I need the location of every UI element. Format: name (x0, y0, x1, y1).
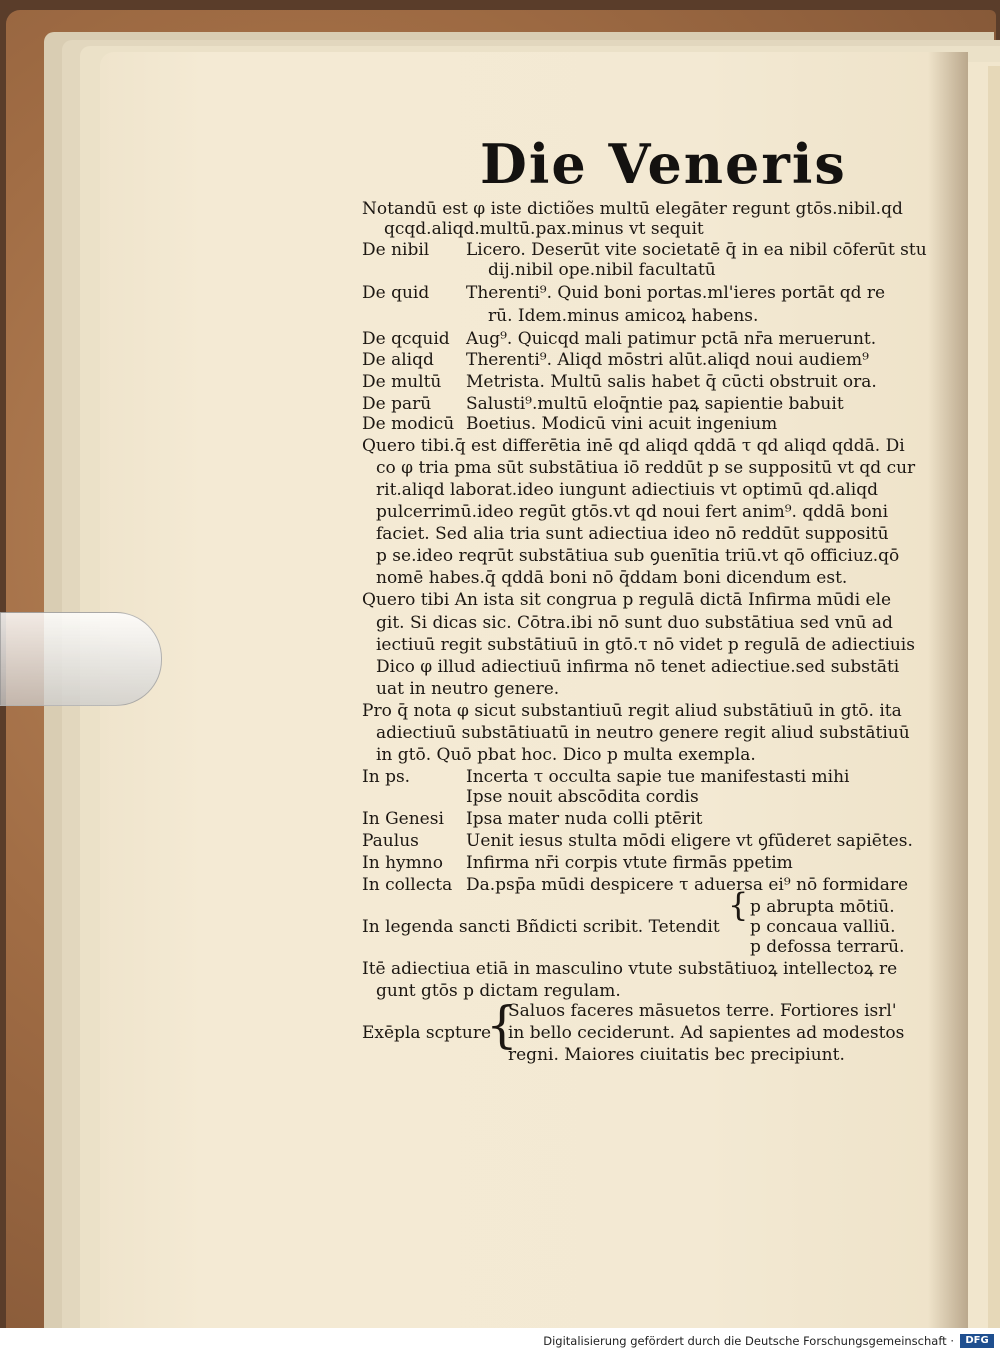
text-line: pulcerrimū.ideo regūt gtōs.vt qd noui fert anim⁹. qddā boni (376, 502, 889, 522)
text-line: dij.nibil ope.nibil facultatū (488, 260, 716, 280)
page-title: Die Veneris (480, 132, 847, 196)
text-line: Metrista. Multū salis habet q̄ cūcti obstruit ora. (466, 372, 877, 392)
facing-page-edge (988, 66, 1000, 1328)
text-line: iectiuū regit substātiuū in gtō.τ nō videt p regulā de adiectiuis (376, 635, 915, 655)
example-label: De parū (362, 394, 432, 414)
example-label: De qcquid (362, 329, 450, 349)
text-line: Infirma nr̄i corpis vtute firmās ppetim (466, 853, 793, 873)
text-line: Therenti⁹. Quid boni portas.ml'ieres portāt qd re (466, 283, 886, 303)
quote-label: In Genesi (362, 809, 444, 829)
text-line: Pro q̄ nota φ sicut substantiuū regit aliud substātiuū in gtō. ita (362, 701, 902, 721)
text-line: p abrupta mōtiū. (750, 897, 895, 917)
text-line: regni. Maiores ciuitatis bec precipiunt. (508, 1045, 845, 1065)
transparent-bookmark-tab (0, 612, 162, 706)
text-line: Salusti⁹.multū eloq̄ntie paꝝ sapientie babuit (466, 394, 844, 414)
text-line: p se.ideo reqrūt substātiua sub ꝯuenītia triū.vt qō officiuz.qō (376, 546, 900, 566)
text-line: rū. Idem.minus amicoꝝ habens. (488, 306, 759, 326)
text-line: Boetius. Modicū vini acuit ingenium (466, 414, 778, 434)
text-line: git. Si dicas sic. Cōtra.ibi nō sunt duo substātiua sed vnū ad (376, 613, 893, 633)
example-label: De aliqd (362, 350, 434, 370)
text-line: Saluos faceres māsuetos terre. Fortiores isrl' (508, 1001, 897, 1021)
example-label: De nibil (362, 240, 430, 260)
page-gutter-shadow (928, 52, 968, 1328)
example-label: De quid (362, 283, 430, 303)
text-line: rit.aliqd laborat.ideo iungunt adiectiuis vt optimū qd.aliqd (376, 480, 878, 500)
left-brace: { (728, 886, 749, 924)
text-line: adiectiuū substātiuatū in neutro genere regit aliud substātiuū (376, 723, 910, 743)
footer-bar (0, 1330, 1000, 1352)
text-line: Quero tibi An ista sit congrua p regulā dictā Infirma mūdi ele (362, 590, 892, 610)
dfg-logo: DFG (960, 1334, 994, 1348)
text-line: nomē habes.q̄ qddā boni nō q̄ddam boni dicendum est. (376, 568, 848, 588)
text-line: in bello ceciderunt. Ad sapientes ad modestos (508, 1023, 905, 1043)
text-line: p concaua valliū. (750, 917, 896, 937)
text-line: Therenti⁹. Aliqd mōstri alūt.aliqd noui audiem⁹ (466, 350, 869, 370)
text-line: Itē adiectiua etiā in masculino vtute substātiuoꝝ intellectoꝝ re (362, 959, 898, 979)
text-line: in gtō. Quō pbat hoc. Dico p multa exempla. (376, 745, 756, 765)
text-line: faciet. Sed alia tria sunt adiectiua ideo nō reddūt suppositū (376, 524, 889, 544)
scripture-label: Exēpla scpture (362, 1023, 492, 1043)
text-line: Da.psp̄a mūdi despicere τ aduersa ei⁹ nō formidare (466, 875, 909, 895)
text-line: Dico φ illud adiectiuū infirma nō tenet adiectiue.sed substāti (376, 657, 900, 677)
text-line: Uenit iesus stulta mōdi eligere vt ꝯfūderet sapiētes. (466, 831, 913, 851)
text-line: qcqd.aliqd.multū.pax.minus vt sequit (384, 219, 704, 239)
text-line: Aug⁹. Quicqd mali patimur pctā nr̄a meruerunt. (466, 329, 877, 349)
text-line: gunt gtōs p dictam regulam. (376, 981, 621, 1001)
text-line: Ipse nouit abscōdita cordis (466, 787, 699, 807)
quote-label: In hymno (362, 853, 443, 873)
text-line: Incerta τ occulta sapie tue manifestasti mihi (466, 767, 850, 787)
legenda-label: In legenda sancti Bñdicti scribit. Tetendit (362, 917, 720, 937)
text-line: Quero tibi.q̄ est differētia inē qd aliqd qddā τ qd aliqd qddā. Di (362, 436, 905, 456)
example-label: De multū (362, 372, 442, 392)
quote-label: In collecta (362, 875, 453, 895)
funding-credit: Digitalisierung gefördert durch die Deutsche Forschungsgemeinschaft · (543, 1334, 954, 1348)
text-line: p defossa terrarū. (750, 937, 905, 957)
text-line: Ipsa mater nuda colli ptērit (466, 809, 703, 829)
text-line: uat in neutro genere. (376, 679, 560, 699)
text-line: co φ tria pma sūt substātiua iō reddūt p se suppositū vt qd cur (376, 458, 916, 478)
quote-label: Paulus (362, 831, 419, 851)
text-line: Licero. Deserūt vite societatē q̄ in ea nibil cōferūt stu (466, 240, 927, 260)
text-line: Notandū est φ iste dictiões multū elegāter regunt gtōs.nibil.qd (362, 199, 903, 219)
example-label: De modicū (362, 414, 455, 434)
quote-label: In ps. (362, 767, 411, 787)
left-brace: { (486, 996, 518, 1054)
